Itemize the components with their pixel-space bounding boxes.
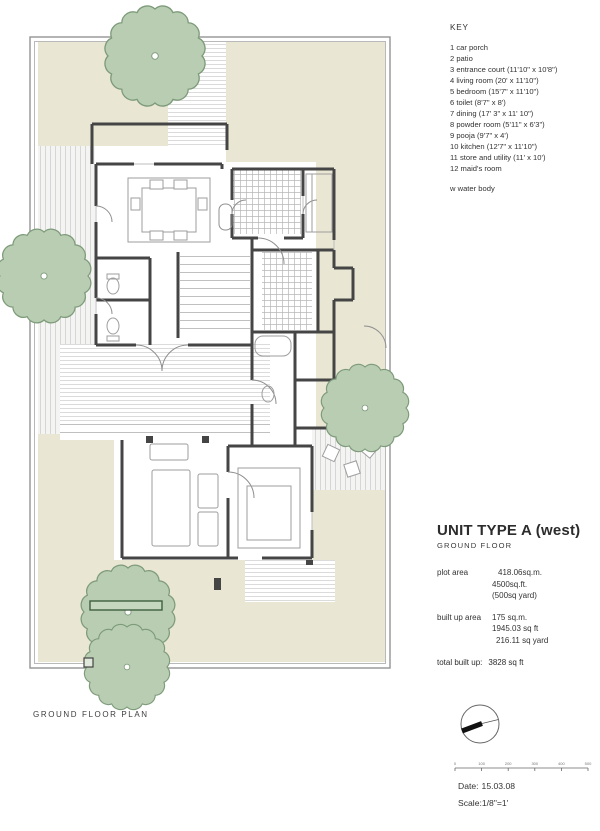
unit-info — [437, 522, 599, 667]
plot-area-value: 4500sq.ft. — [492, 579, 528, 589]
planter-box — [90, 601, 162, 610]
unit-subtitle: GROUND FLOOR — [437, 541, 513, 550]
dining-table — [128, 178, 210, 242]
date-value: 15.03.08 — [481, 781, 515, 791]
total-built-up-value: 3828 sq ft — [488, 658, 524, 667]
sofa-set — [150, 444, 218, 546]
plot-area-label: plot area — [437, 568, 469, 577]
date-line — [458, 781, 515, 791]
built-up-row — [437, 612, 599, 647]
scale-tick-label: 200 — [504, 761, 512, 766]
unit-title: UNIT TYPE A (west) — [437, 522, 581, 539]
patio-deck — [60, 344, 270, 424]
built-up-value: 1945.03 sq ft — [492, 624, 539, 633]
key-item: 8 powder room (5'11" x 6'3") — [450, 120, 545, 129]
total-built-up-label: total built up: — [437, 658, 483, 667]
entrance-steps — [245, 560, 335, 602]
planter-box-small — [84, 658, 93, 667]
plan-title: GROUND FLOOR PLAN — [33, 710, 149, 719]
staircase — [180, 256, 250, 336]
date-label: Date: — [458, 781, 479, 791]
total-built-up-row — [437, 658, 599, 667]
scale-tick-label: 0 — [453, 761, 457, 766]
scale-bar — [450, 758, 594, 774]
patio-steps — [60, 424, 270, 440]
key-item: 5 bedroom (15'7" x 11'10") — [450, 87, 539, 96]
plot-area-row — [437, 567, 599, 602]
north-compass-icon — [456, 702, 508, 748]
key-item: 9 pooja (9'7" x 4') — [450, 131, 509, 140]
key-legend — [450, 22, 598, 194]
built-up-value: 216.11 sq yard — [496, 635, 549, 645]
key-item: 12 maid's room — [450, 164, 502, 173]
water-body-symbol — [219, 204, 232, 230]
key-item: 1 car porch — [450, 43, 488, 52]
scale-tick-label: 300 — [531, 761, 539, 766]
entrance-court-tiles — [233, 170, 301, 234]
key-item: 7 dining (17' 3" x 11' 10") — [450, 109, 534, 118]
built-up-value: 175 sq.m. — [492, 612, 528, 622]
key-water-note: w water body — [450, 184, 495, 193]
inner-court-tiles — [262, 252, 312, 330]
built-up-label: built up area — [437, 612, 482, 622]
plot-area-value: (500sq yard) — [492, 591, 537, 600]
scale-tick-label: 400 — [558, 761, 565, 766]
key-item: 2 patio — [450, 54, 473, 63]
key-item: 4 living room (20' x 11'10") — [450, 76, 539, 85]
key-item: 6 toilet (8'7" x 8') — [450, 98, 506, 107]
key-title: KEY — [450, 23, 469, 32]
scale-line — [458, 798, 508, 808]
key-item: 11 store and utility (11' x 10') — [450, 153, 546, 162]
scale-tick-label: 100 — [478, 761, 485, 766]
plot-area-value: 418.06sq.m. — [498, 568, 543, 577]
scale-value: 1/8"=1' — [481, 798, 509, 808]
key-item: 10 kitchen (12'7" x 11'10") — [450, 142, 538, 151]
scale-label: Scale: — [458, 798, 482, 808]
scale-tick-label: 500 — [584, 761, 592, 766]
key-item: 3 entrance court (11'10" x 10'8") — [450, 65, 558, 74]
